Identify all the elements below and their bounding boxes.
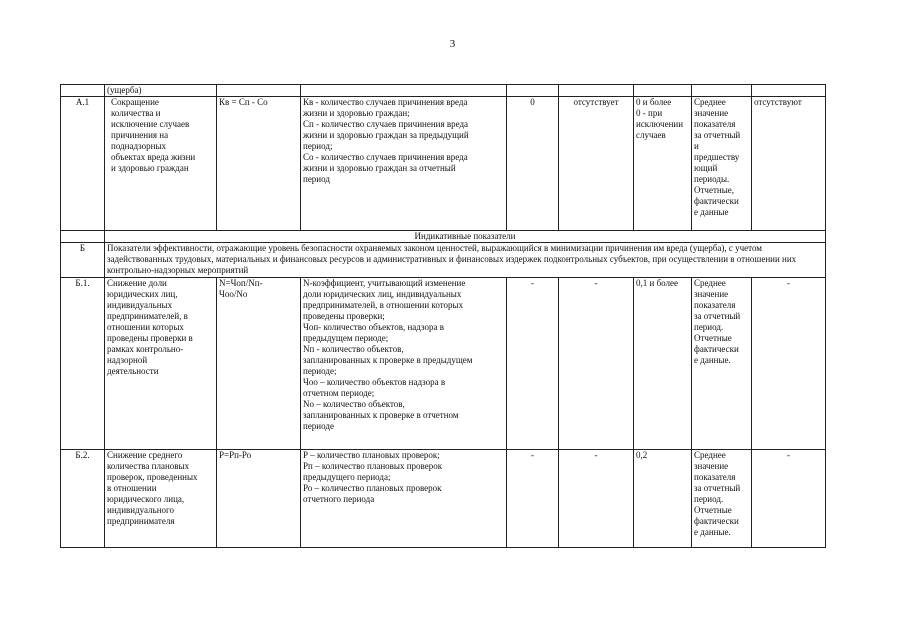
note: - (752, 278, 826, 450)
indicator-name: Снижение доли юридических лиц, индивидуальных предпринимателей, в отношении которых проведены проверки в рамках контрольно- надзорной деятельности (105, 278, 217, 450)
formula-comment: N-коэффициент, учитывающий изменение доли юридических лиц, индивидуальных предпринимателей, в отношении которых проведены проверки; Чоп- количество объектов, надзора в предыдущем периоде; Nп - количество объектов, запланированных к проверке в предыдущем периоде; Чоо – количество объектов надзора в отчетном периоде; No – количество объектов, запланированных к проверке в отчетном периоде (301, 278, 507, 450)
threshold-value: 0 и более 0 - при исключении случаев (634, 97, 692, 231)
formula-comment: Кв - количество случаев причинения вреда жизни и здоровью граждан; Сп - количество случаев причинения вреда жизни и здоровью граждан за предыдущий период; Со - количество случаев причинения вреда жизни и здоровью граждан за отчетный период (301, 97, 507, 231)
data-source: Среднее значение показателя за отчетный период. Отчетные фактически е данные. (692, 278, 752, 450)
target-value: - (507, 278, 559, 450)
indicator-name: Снижение среднего количества плановых проверок, проведенных в отношении юридического лица, индивидуального предпринимателя (105, 450, 217, 548)
indicator-name: Сокращение количества и исключение случаев причинения на поднадзорных объектах вреда жизни и здоровью граждан (105, 97, 217, 231)
target-value: 0 (507, 97, 559, 231)
target-value: - (507, 450, 559, 548)
table-row-continuation (61, 85, 826, 97)
row-code: Б (61, 243, 105, 278)
note: - (752, 450, 826, 548)
indicators-table (60, 84, 826, 548)
data-source: Среднее значение показателя за отчетный период. Отчетные фактически е данные. (692, 450, 752, 548)
current-value: отсутствует (559, 97, 634, 231)
data-source: Среднее значение показателя за отчетный и предшеству ющий периоды. Отчетные, фактически е данные (692, 97, 752, 231)
note: отсутствуют (752, 97, 826, 231)
formula-comment: Р – количество плановых проверок; Рп – количество плановых проверок предыдущего периода; Ро – количество плановых проверок отчетного периода (301, 450, 507, 548)
table-row-a1 (61, 97, 826, 231)
current-value: - (559, 450, 634, 548)
criterion-tail: (ущерба) (105, 85, 217, 97)
formula: Кв = Сп - Со (217, 97, 301, 231)
row-code: Б.1. (61, 278, 105, 450)
section-title: Индикативные показатели (105, 231, 826, 243)
row-code: А.1 (61, 97, 105, 231)
current-value: - (559, 278, 634, 450)
row-code: Б.2. (61, 450, 105, 548)
page-number: 3 (449, 38, 456, 50)
table-row-b2 (61, 450, 826, 548)
section-header-row (61, 231, 826, 243)
section-description: Показатели эффективности, отражающие уровень безопасности охраняемых законом ценностей, выражающийся в минимизации причинения им вреда (ущерба), с учетом задействованных трудовых, материальных и финансовых ресурсов и административных и финансовых издержек подконтрольных субъектов, при осуществлении в отношении них контрольно-надзорных мероприятий (105, 243, 826, 278)
threshold-value: 0,1 и более (634, 278, 692, 450)
formula: Р=Рп-Ро (217, 450, 301, 548)
threshold-value: 0,2 (634, 450, 692, 548)
formula: N=Чоп/Nп- Чоо/No (217, 278, 301, 450)
table-row-b (61, 243, 826, 278)
table-row-b1 (61, 278, 826, 450)
